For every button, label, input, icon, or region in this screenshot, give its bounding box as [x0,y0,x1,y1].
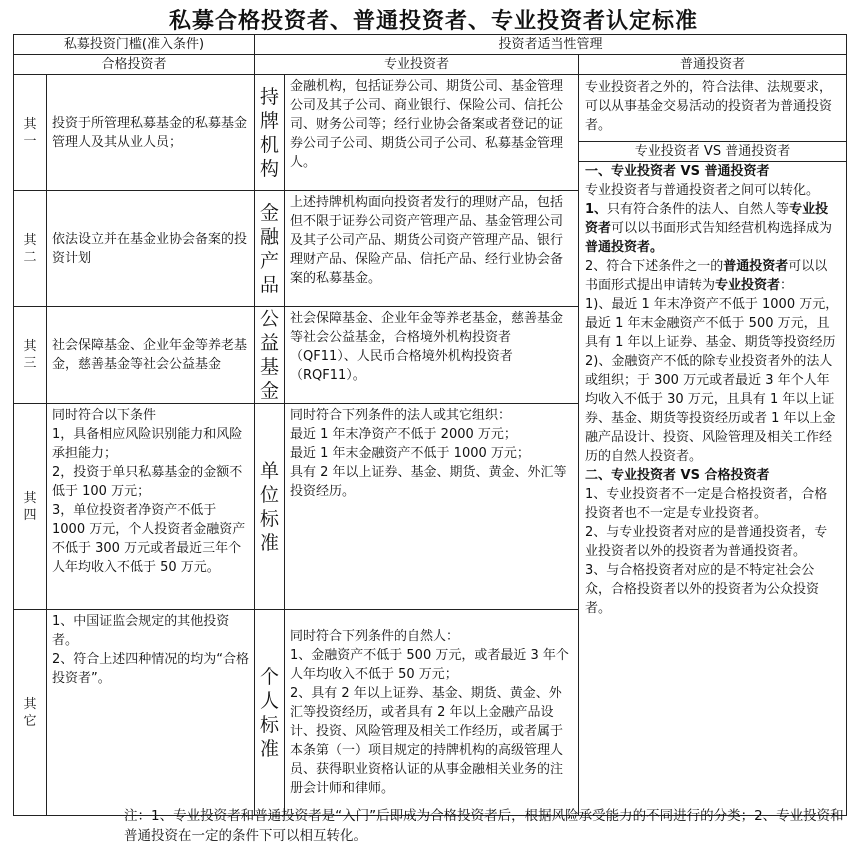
section2-point2: 2、与专业投资者对应的是普通投资者，专业投资者以外的投资者为普通投资者。 [585,525,828,559]
header-threshold: 私募投资门槛(准入条件) [14,35,255,55]
compare-header: 专业投资者 VS 普通投资者 [579,141,846,162]
category-cell: 个人标准 [255,610,285,816]
page-title: 私募合格投资者、普通投资者、专业投资者认定标准 [168,9,698,34]
section1-point1: 1、只有符合条件的法人、自然人等专业投资者可以以书面形式告知经营机构选择成为普通投资者。 [585,202,833,255]
header-suitability: 投资者适当性管理 [255,35,847,55]
row-index: 其它 [14,610,47,816]
professional-cell: 上述持牌机构面向投资者发行的理财产品，包括但不限于证券公司资产管理产品、基金管理公司及其子公司产品、期货公司资产管理产品、银行理财产品、保险产品、信托产品、经行业协会备案的私募基金。 [285,191,579,307]
header-professional: 专业投资者 [255,55,579,75]
ordinary-cell [579,75,847,816]
row-index: 其四 [14,404,47,610]
investor-standards-table [13,34,847,816]
section2-point3: 3、与合格投资者对应的是不特定社会公众，合格投资者以外的投资者为公众投资者。 [585,563,820,616]
footnote: 注：1、专业投资者和普通投资者是“入门”后即成为合格投资者后，根据风险承受能力的不同进行的分类；2、专业投资和普通投资在一定的条件下可以相互转化。 [124,808,844,844]
category-cell: 单位标准 [255,404,285,610]
section1-intro: 专业投资者与普通投资者之间可以转化。 [585,183,820,198]
header-ordinary: 普通投资者 [579,55,847,75]
section2-point1: 1、专业投资者不一定是合格投资者，合格投资者也不一定是专业投资者。 [585,487,828,521]
ordinary-definition: 专业投资者之外的，符合法律、法规要求，可以从事基金交易活动的投资者为普通投资者。 [585,80,833,133]
professional-cell: 社会保障基金、企业年金等养老基金，慈善基金等社会公益基金，合格境外机构投资者（QF11）、人民币合格境外机构投资者（RQF11）。 [285,307,579,404]
section1-point2: 2、符合下述条件之一的普通投资者可以以书面形式提出申请转为专业投资者： [585,259,828,293]
category-cell: 公益基金 [255,307,285,404]
category-cell: 金融产品 [255,191,285,307]
qualified-cell: 社会保障基金、企业年金等养老基金，慈善基金等社会公益基金 [47,307,255,404]
section2-title: 二、专业投资者 VS 合格投资者 [585,468,770,483]
row-index: 其二 [14,191,47,307]
qualified-cell: 同时符合以下条件 1，具备相应风险识别能力和风险承担能力； 2，投资于单只私募基金的金额不低于 100 万元； 3，单位投资者净资产不低于 1000 万元，个人投资者金融资产不低于 300 万元或者最近三年个人年均收入不低于 50 万元。 [47,404,255,610]
section1-title: 一、专业投资者 VS 普通投资者 [585,164,770,179]
qualified-cell: 投资于所管理私募基金的私募基金管理人及其从业人员； [47,75,255,191]
professional-cell: 同时符合下列条件的自然人： 1、金融资产不低于 500 万元，或者最近 3 年个人年均收入不低于 50 万元； 2、具有 2 年以上证券、基金、期货、黄金、外汇等投资经历，或者具有 2 年以上金融产品设计、投资、风险管理及相关工作经历，或者属于本条第（一）项目规定的持牌机构的高级管理人员、获得职业资格认证的从事金融相关业务的注册会计师和律师。 [285,610,579,816]
category-cell: 持牌机构 [255,75,285,191]
condition-2: 2)、金融资产不低的除专业投资者外的法人或组织；于 300 万元或者最近 3 年个人年均收入不低于 30 万元，且具有 1 年以上证券、基金、期货等投资经历或者 1 年以上金融产品设计、投资、风险管理及相关工作经历的自然人投资者。 [585,354,836,464]
professional-cell: 同时符合下列条件的法人或其它组织： 最近 1 年末净资产不低于 2000 万元； 最近 1 年末金融资产不低于 1000 万元； 具有 2 年以上证券、基金、期货、黄金、外汇等投资经历。 [285,404,579,610]
professional-cell: 金融机构，包括证券公司、期货公司、基金管理公司及其子公司、商业银行、保险公司、信托公司、财务公司等；经行业协会备案或者登记的证券公司子公司、期货公司子公司、私募基金管理人。 [285,75,579,191]
row-index: 其三 [14,307,47,404]
qualified-cell: 依法设立并在基金业协会备案的投资计划 [47,191,255,307]
header-qualified: 合格投资者 [14,55,255,75]
qualified-cell: 1、中国证监会规定的其他投资者。 2、符合上述四种情况的均为“合格投资者”。 [47,610,255,816]
row-index: 其一 [14,75,47,191]
condition-1: 1)、最近 1 年末净资产不低于 1000 万元，最近 1 年末金融资产不低于 500 万元，且具有 1 年以上证券、基金、期货等投资经历 [585,297,839,350]
